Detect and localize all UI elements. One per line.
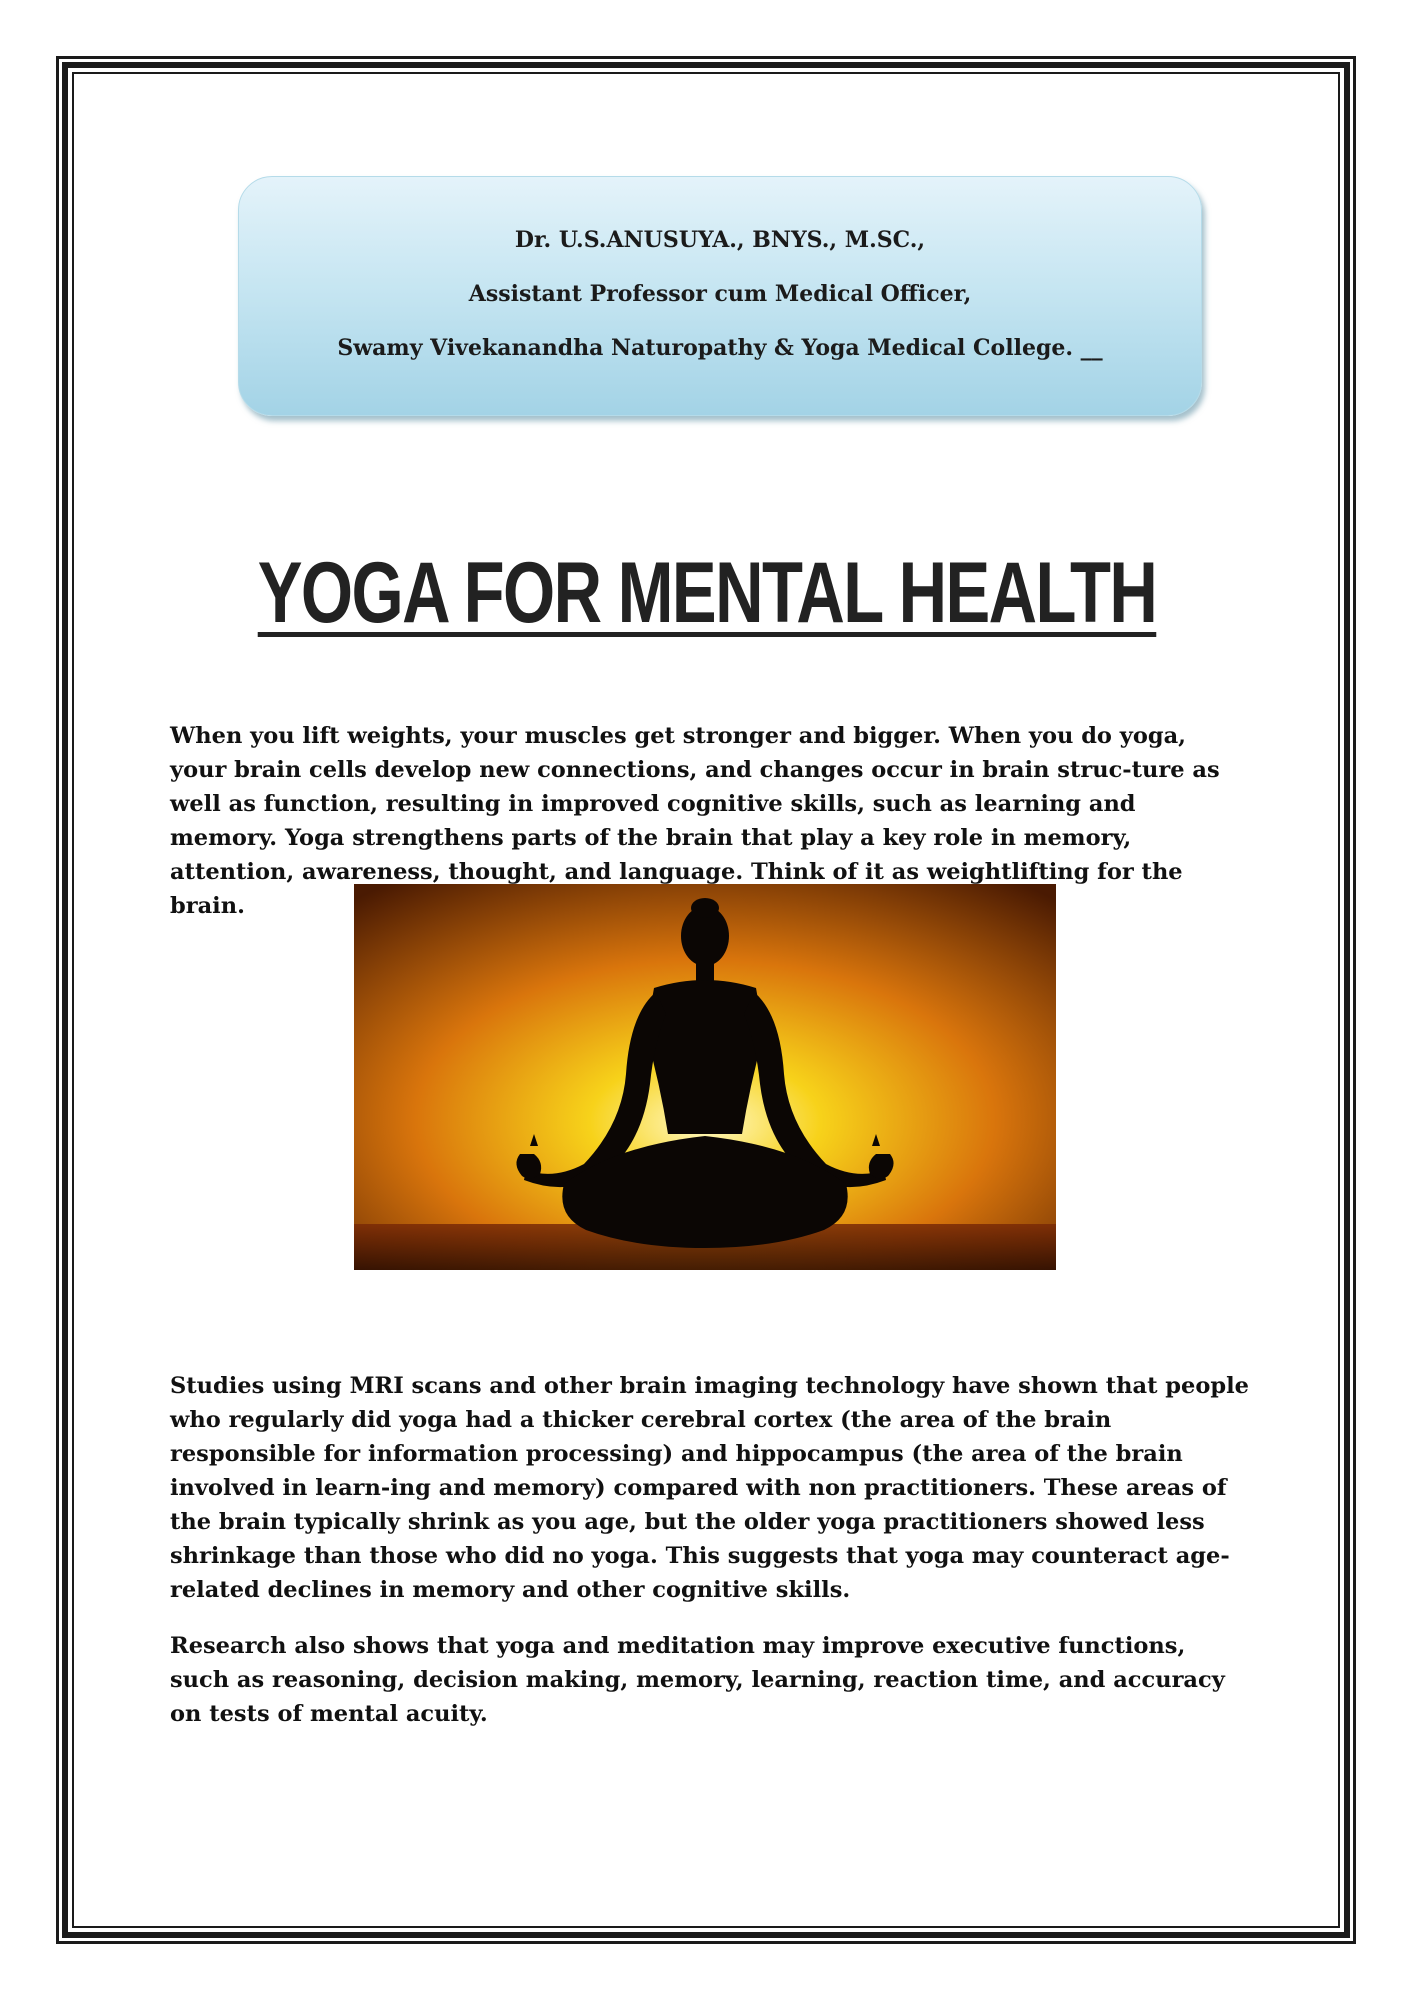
page-title-text: YOGA FOR MENTAL HEALTH <box>257 545 1157 641</box>
paragraph-mri-studies: Studies using MRI scans and other brain imaging technology have shown that people who regularly did yoga had a thicker cerebral cortex (the area of the brain responsible for information processing) and hippocampus (the area of the brain involved in learn-ing and memory) compared with non practitioners. These areas of the brain typically shrink as you age, but the older yoga practitioners showed less shrinkage than those who did no yoga. This suggests that yoga may counteract age-related declines in memory and other cognitive skills. <box>170 1372 1249 1603</box>
paragraph-intro: When you lift weights, your muscles get stronger and bigger. When you do yoga, your brain cells develop new connections, and changes occur in brain struc-ture as well as function, resulting in improved cognitive skills, such as learning and memory. Yoga strengthens parts of the brain that play a key role in memory, attention, awareness, thought, and language. Think of it as weightlifting for the brain. <box>170 722 1220 919</box>
page-title <box>156 545 1259 641</box>
author-institution: Swamy Vivekanandha Naturopathy & Yoga Medical College. __ <box>337 335 1103 361</box>
author-name: Dr. U.S.ANUSUYA., BNYS., M.SC., <box>514 227 926 253</box>
paragraph-executive-functions: Research also shows that yoga and meditation may improve executive functions, such as reasoning, decision making, memory, learning, reaction time, and accuracy on tests of mental acuity. <box>170 1632 1225 1727</box>
meditation-image <box>354 884 1056 1270</box>
author-position: Assistant Professor cum Medical Officer, <box>468 281 972 307</box>
meditation-silhouette-icon <box>354 884 1056 1270</box>
author-info-box <box>238 176 1202 416</box>
